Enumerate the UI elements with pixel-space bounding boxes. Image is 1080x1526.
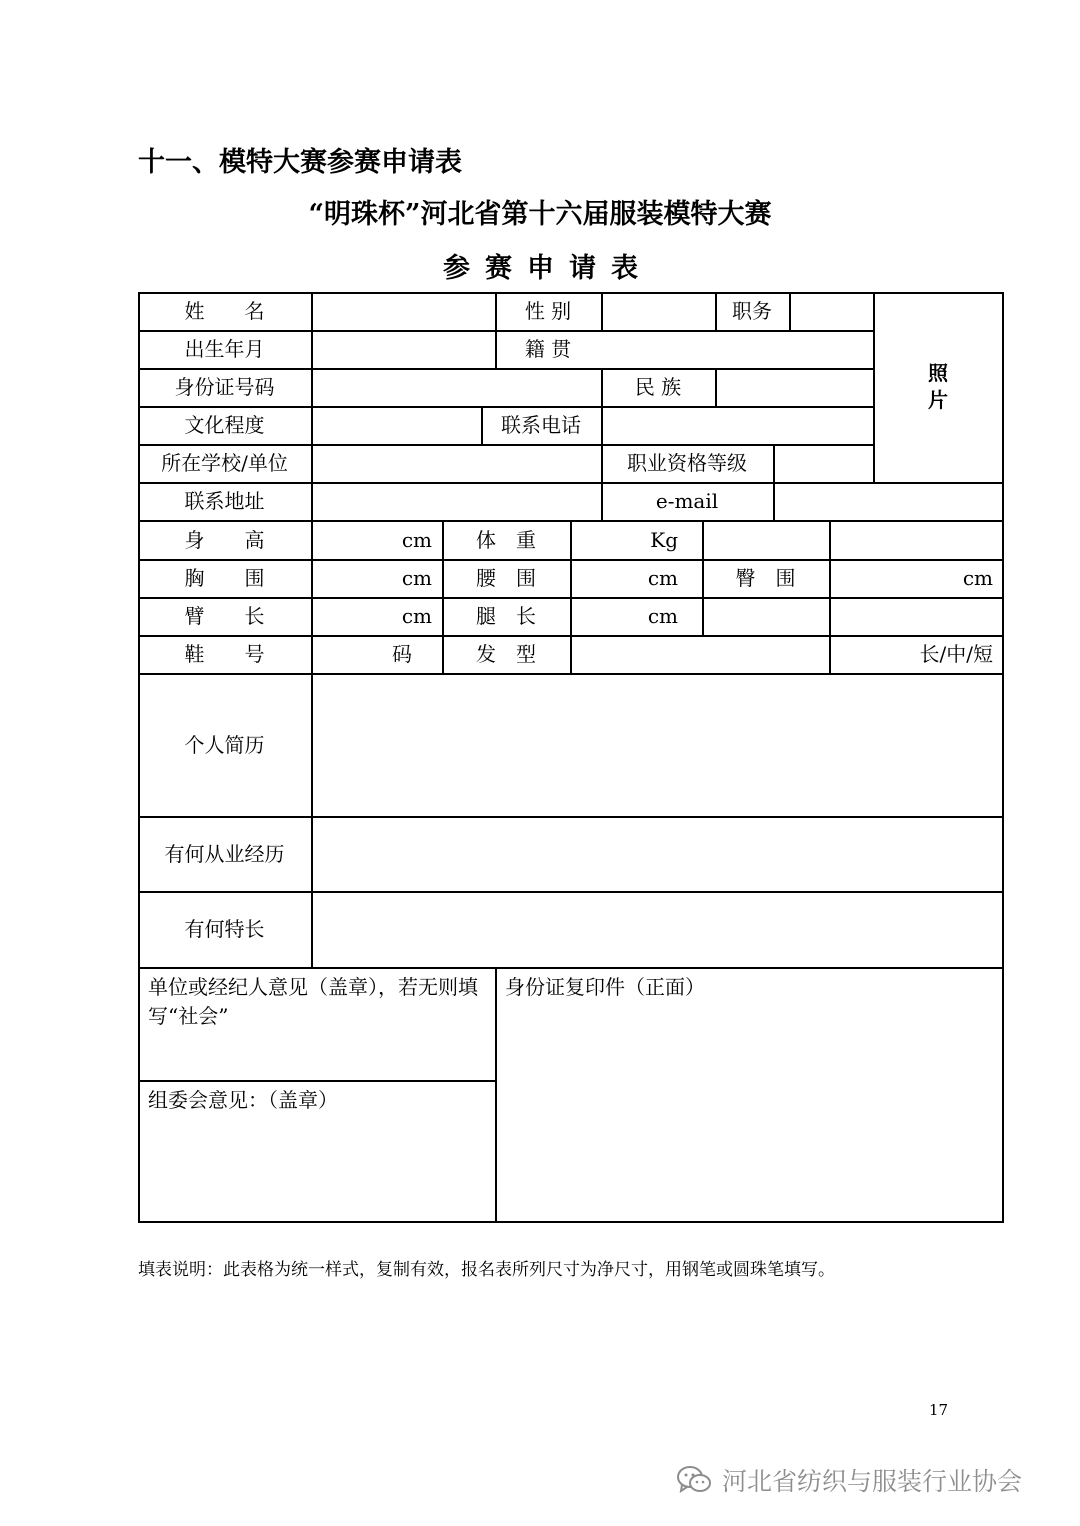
label-email: e-mail <box>655 489 719 513</box>
label-weight: 体 重 <box>476 527 536 552</box>
form-title: “明珠杯”河北省第十六届服装模特大赛 <box>308 199 772 230</box>
label-leg-length: 腿 长 <box>476 604 536 628</box>
input-hip[interactable] <box>829 559 1003 597</box>
unit-cm: cm <box>401 527 432 552</box>
input-id-number[interactable] <box>311 368 601 406</box>
input-address[interactable] <box>311 482 601 520</box>
label-waist: 腰 围 <box>476 566 536 590</box>
label-id-number: 身份证号码 <box>174 375 275 399</box>
input-weight[interactable] <box>570 520 702 559</box>
input-height[interactable] <box>311 520 442 559</box>
input-extra[interactable] <box>829 597 1003 635</box>
page-number: 17 <box>929 1401 949 1419</box>
hair-options-label: 长/中/短 <box>919 642 993 666</box>
input-extra[interactable] <box>702 520 829 559</box>
label-arm-length: 臂 长 <box>184 604 265 628</box>
input-qualification[interactable] <box>773 444 873 482</box>
photo-label-1: 照 <box>928 361 948 385</box>
label-birth: 出生年月 <box>184 337 265 361</box>
input-native-place[interactable] <box>601 330 873 368</box>
input-extra[interactable] <box>829 520 1003 559</box>
label-ethnicity: 民 族 <box>634 375 682 399</box>
label-height: 身 高 <box>184 527 265 552</box>
label-school-unit: 所在学校/单位 <box>161 451 288 475</box>
label-specialty: 有何特长 <box>184 917 265 941</box>
agent-opinion-box[interactable] <box>138 967 495 1080</box>
id-copy-label: 身份证复印件（正面） <box>505 975 705 999</box>
input-shoe-size[interactable] <box>311 635 442 673</box>
watermark-text: 河北省纺织与服装行业协会 <box>722 1467 1023 1496</box>
input-name[interactable] <box>311 292 495 330</box>
unit-cm: cm <box>647 566 678 590</box>
unit-size: 码 <box>392 642 412 666</box>
committee-opinion-label: 组委会意见：（盖章） <box>148 1088 338 1112</box>
input-chest[interactable] <box>311 559 442 597</box>
unit-kg: Kg <box>650 527 678 552</box>
label-name: 姓 名 <box>184 299 265 323</box>
input-arm-length[interactable] <box>311 597 442 635</box>
label-hip: 臀 围 <box>735 566 796 590</box>
input-leg-length[interactable] <box>570 597 702 635</box>
watermark <box>676 1462 1022 1498</box>
label-hairstyle: 发 型 <box>476 642 536 666</box>
input-position[interactable] <box>789 292 873 330</box>
label-position: 职务 <box>732 299 772 323</box>
wechat-icon <box>676 1464 712 1496</box>
application-form-table <box>138 292 1004 1223</box>
input-resume[interactable] <box>311 673 1003 816</box>
input-extra[interactable] <box>702 597 829 635</box>
input-education[interactable] <box>311 406 481 444</box>
unit-cm: cm <box>962 566 993 590</box>
input-gender[interactable] <box>601 292 715 330</box>
input-email[interactable] <box>773 482 1003 520</box>
label-shoe-size: 鞋 号 <box>184 642 265 666</box>
input-birth[interactable] <box>311 330 495 368</box>
input-ethnicity[interactable] <box>715 368 873 406</box>
label-education: 文化程度 <box>184 413 265 437</box>
committee-opinion-box[interactable] <box>138 1080 495 1222</box>
photo-label-2: 片 <box>928 388 948 412</box>
label-gender: 性 别 <box>524 299 572 323</box>
label-qualification: 职业资格等级 <box>627 451 747 475</box>
id-copy-box[interactable] <box>495 967 1003 1222</box>
section-heading: 十一、模特大赛参赛申请表 <box>138 147 462 178</box>
input-waist[interactable] <box>570 559 702 597</box>
hair-length-options[interactable] <box>829 635 1003 673</box>
input-experience[interactable] <box>311 816 1003 891</box>
label-native-place: 籍 贯 <box>524 337 572 361</box>
input-school-unit[interactable] <box>311 444 601 482</box>
unit-cm: cm <box>647 604 678 628</box>
unit-cm: cm <box>401 604 432 628</box>
label-address: 联系地址 <box>184 489 265 513</box>
filling-instructions: 填表说明：此表格为统一样式，复制有效，报名表所列尺寸为净尺寸，用钢笔或圆珠笔填写。 <box>138 1260 835 1280</box>
label-experience: 有何从业经历 <box>164 841 285 866</box>
input-hairstyle[interactable] <box>570 635 829 673</box>
input-specialty[interactable] <box>311 891 1003 967</box>
photo-box[interactable] <box>873 292 1003 482</box>
agent-opinion-label: 单位或经纪人意见（盖章），若无则填写“社会” <box>148 975 478 1028</box>
input-phone[interactable] <box>601 406 873 444</box>
form-subtitle: 参赛申请表 <box>443 253 653 284</box>
label-chest: 胸 围 <box>184 566 265 590</box>
unit-cm: cm <box>401 566 432 590</box>
label-phone: 联系电话 <box>501 413 581 437</box>
label-resume: 个人简历 <box>184 732 265 757</box>
